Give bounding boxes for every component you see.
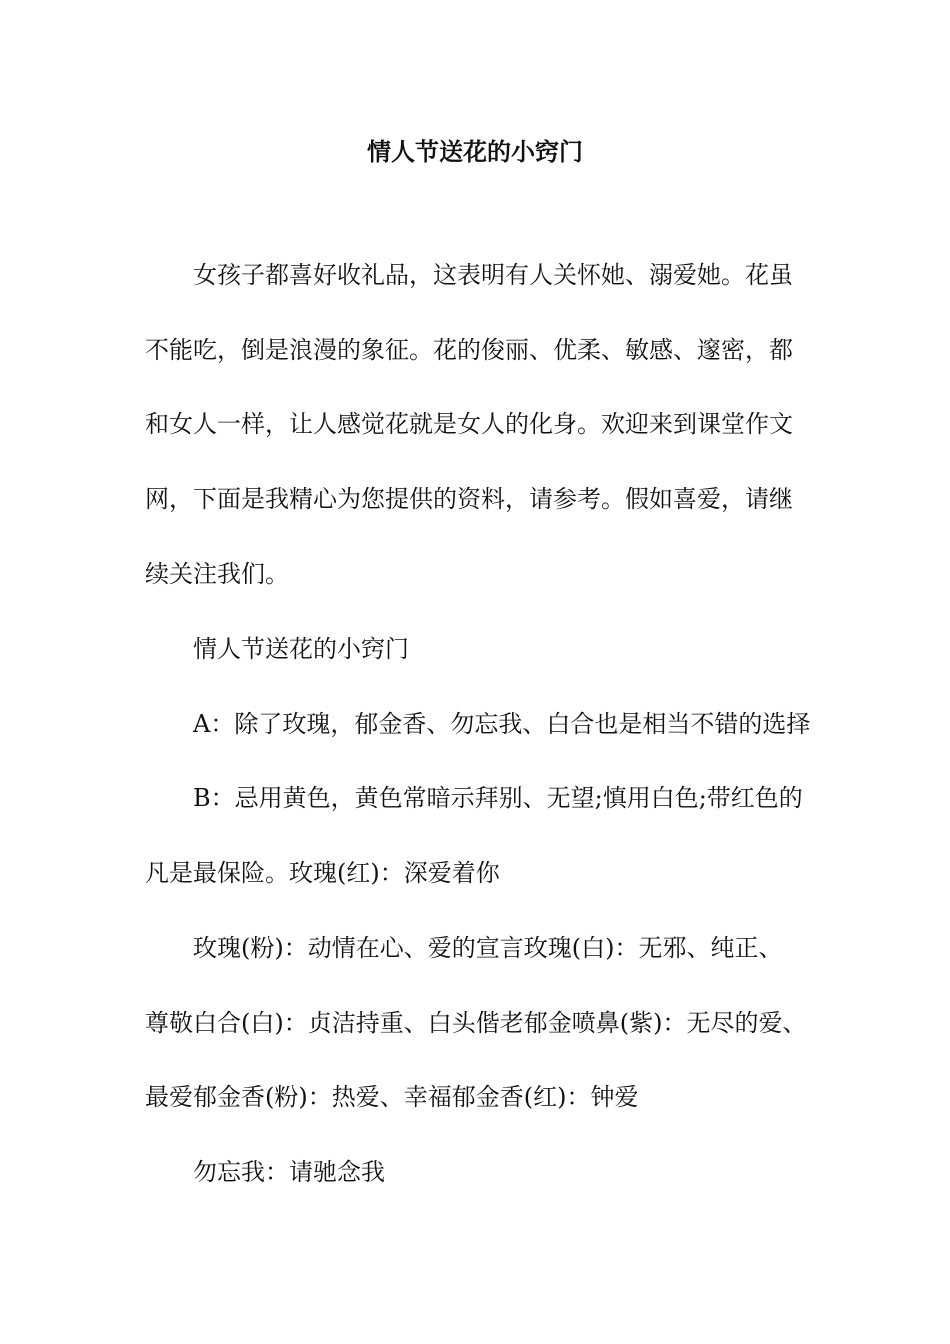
paragraph-line: B：忌用黄色，黄色常暗示拜别、无望;慎用白色;带红色的 xyxy=(193,784,803,812)
paragraph-line: 不能吃，倒是浪漫的象征。花的俊丽、优柔、敏感、邃密，都 xyxy=(145,336,793,364)
paragraph-line: 勿忘我：请驰念我 xyxy=(193,1158,385,1186)
paragraph-line: 玫瑰(粉)：动情在心、爱的宣言玫瑰(白)：无邪、纯正、 xyxy=(193,934,783,962)
paragraph-line: 和女人一样，让人感觉花就是女人的化身。欢迎来到课堂作文 xyxy=(145,410,793,438)
paragraph-line: 网，下面是我精心为您提供的资料，请参考。假如喜爱，请继 xyxy=(145,485,793,513)
paragraph-line: 尊敬白合(白)：贞洁持重、白头偕老郁金喷鼻(紫)：无尽的爱、 xyxy=(145,1009,807,1037)
paragraph-line: 续关注我们。 xyxy=(145,560,289,588)
paragraph-line: 凡是最保险。玫瑰(红)：深爱着你 xyxy=(145,859,500,887)
section-heading: 情人节送花的小窍门 xyxy=(193,635,409,663)
document-title: 情人节送花的小窍门 xyxy=(367,137,583,166)
paragraph-line: A：除了玫瑰，郁金香、勿忘我、白合也是相当不错的选择 xyxy=(193,710,811,738)
paragraph-line: 女孩子都喜好收礼品，这表明有人关怀她、溺爱她。花虽 xyxy=(193,261,793,289)
paragraph-line: 最爱郁金香(粉)：热爱、幸福郁金香(红)：钟爱 xyxy=(145,1083,639,1111)
